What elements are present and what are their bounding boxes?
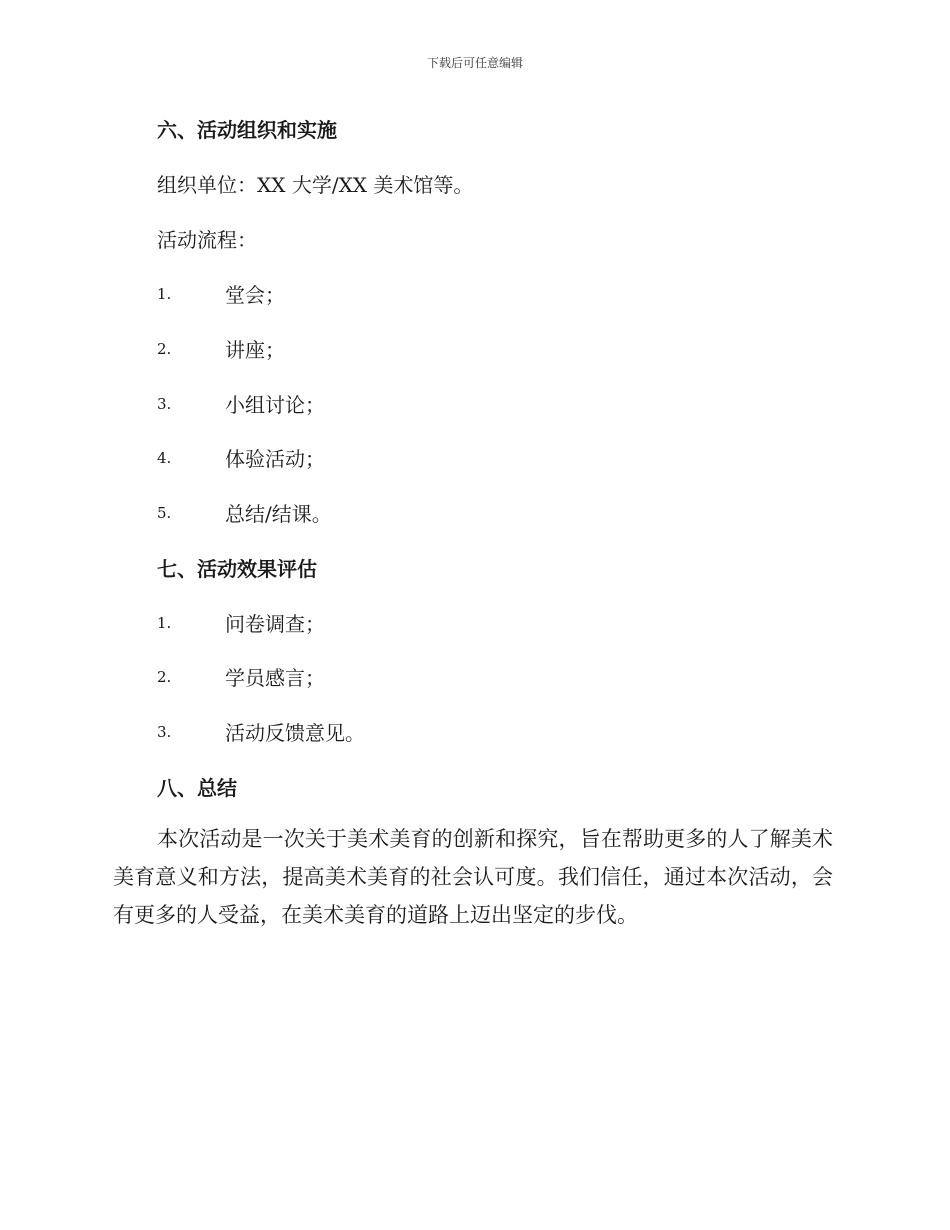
list-text: 体验活动； (225, 447, 325, 471)
list-text: 活动反馈意见。 (225, 721, 365, 745)
list-item (157, 279, 657, 309)
list-text: 讲座； (225, 338, 285, 362)
list-text: 学员感言； (225, 666, 325, 690)
list-number: 5. (157, 504, 172, 522)
list-number: 4. (157, 449, 172, 467)
organizer-line: 组织单位：XX 大学/XX 美术馆等。 (157, 173, 474, 197)
list-item (157, 717, 657, 747)
list-item (157, 443, 657, 473)
list-text: 堂会； (225, 283, 285, 307)
list-number: 3. (157, 723, 172, 741)
list-item (157, 662, 657, 692)
list-number: 2. (157, 340, 172, 358)
list-item (157, 498, 657, 528)
page-header: 下载后可任意编辑 (426, 56, 523, 70)
list-item (157, 608, 657, 638)
list-text: 总结/结课。 (225, 502, 332, 526)
section-6-heading: 六、活动组织和实施 (157, 118, 337, 142)
list-number: 2. (157, 668, 172, 686)
summary-paragraph: 本次活动是一次关于美术美育的创新和探究，旨在帮助更多的人了解美术美育意义和方法，提高美术美育的社会认可度。我们信任，通过本次活动，会有更多的人受益，在美术美育的道路上迈出坚定的步伐。 (113, 827, 833, 927)
process-label: 活动流程： (157, 228, 257, 252)
section-7-heading: 七、活动效果评估 (157, 557, 317, 581)
list-number: 1. (157, 614, 172, 632)
list-item (157, 334, 657, 364)
list-text: 问卷调查； (225, 612, 325, 636)
list-number: 3. (157, 395, 172, 413)
list-item (157, 389, 657, 419)
list-text: 小组讨论； (225, 393, 325, 417)
list-number: 1. (157, 285, 172, 303)
section-8-heading: 八、总结 (157, 776, 237, 800)
